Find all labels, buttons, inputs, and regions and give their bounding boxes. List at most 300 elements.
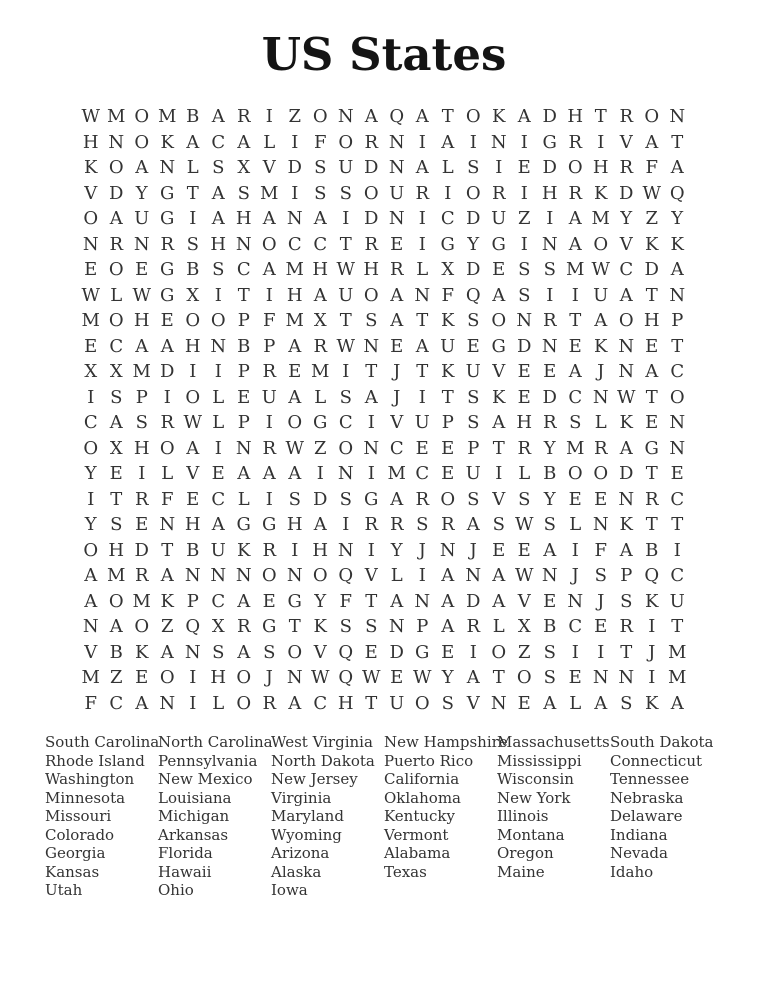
grid-letter: I: [316, 463, 324, 484]
grid-letter: A: [262, 463, 276, 484]
grid-letter: R: [415, 182, 430, 204]
word-list-column: [384, 733, 508, 881]
word-list-item: Puerto Rico: [384, 751, 474, 770]
grid-letter: S: [518, 284, 531, 306]
grid-letter: F: [645, 157, 658, 178]
grid-letter: S: [467, 310, 480, 331]
grid-letter: U: [593, 284, 609, 306]
grid-letter: N: [337, 539, 354, 561]
grid-letter: Y: [543, 488, 556, 510]
grid-letter: C: [313, 692, 328, 714]
grid-letter: A: [313, 284, 327, 306]
grid-letter: C: [211, 488, 226, 510]
grid-letter: I: [87, 386, 95, 408]
grid-letter: W: [514, 514, 534, 535]
word-list-item: Arkansas: [158, 825, 229, 844]
grid-letter: I: [265, 412, 273, 433]
grid-letter: E: [568, 488, 582, 510]
grid-letter: A: [364, 106, 378, 127]
grid-letter: A: [211, 514, 225, 535]
grid-letter: B: [645, 539, 659, 561]
grid-letter: P: [620, 565, 633, 586]
grid-letter: C: [236, 259, 251, 280]
grid-row: [78, 181, 690, 207]
grid-letter: S: [314, 182, 327, 204]
grid-letter: I: [189, 361, 197, 382]
grid-letter: U: [669, 590, 685, 612]
grid-letter: R: [466, 616, 481, 637]
grid-row: [78, 283, 690, 309]
grid-letter: E: [492, 259, 506, 280]
grid-letter: R: [262, 692, 277, 714]
grid-letter: N: [184, 565, 201, 586]
grid-letter: T: [339, 233, 352, 255]
grid-letter: S: [441, 692, 454, 714]
grid-letter: N: [541, 565, 558, 586]
grid-letter: T: [441, 386, 454, 408]
grid-letter: O: [465, 182, 481, 204]
grid-letter: A: [160, 565, 174, 586]
word-list-item: Pennsylvania: [158, 751, 258, 770]
grid-letter: E: [262, 590, 276, 612]
grid-letter: K: [135, 641, 149, 663]
grid-letter: P: [237, 361, 250, 382]
word-list-item: North Dakota: [271, 751, 375, 770]
grid-letter: A: [237, 463, 251, 484]
grid-letter: C: [287, 233, 302, 255]
grid-letter: A: [594, 310, 608, 331]
grid-letter: A: [415, 106, 429, 127]
grid-letter: E: [288, 361, 302, 382]
grid-letter: B: [186, 106, 200, 127]
grid-letter: I: [214, 361, 222, 382]
grid-letter: S: [339, 616, 352, 637]
grid-letter: Y: [467, 233, 480, 255]
grid-letter: N: [567, 590, 584, 612]
grid-letter: O: [236, 667, 252, 688]
grid-letter: I: [469, 641, 477, 663]
grid-letter: P: [237, 310, 250, 331]
grid-letter: R: [389, 259, 404, 280]
grid-letter: K: [441, 361, 455, 382]
grid-letter: E: [237, 386, 251, 408]
grid-letter: E: [568, 667, 582, 688]
grid-letter: G: [364, 488, 379, 510]
grid-letter: A: [288, 463, 302, 484]
grid-letter: H: [363, 259, 380, 280]
grid-letter: I: [418, 208, 426, 229]
grid-letter: D: [619, 182, 634, 204]
grid-letter: A: [466, 514, 480, 535]
grid-letter: N: [414, 590, 431, 612]
grid-letter: V: [466, 692, 480, 714]
grid-letter: E: [543, 590, 557, 612]
grid-letter: T: [441, 106, 454, 127]
grid-letter: E: [364, 641, 378, 663]
grid-letter: I: [469, 131, 477, 153]
grid-letter: S: [543, 514, 556, 535]
word-list-item: Indiana: [610, 825, 668, 844]
grid-letter: K: [160, 131, 174, 153]
grid-letter: L: [492, 616, 505, 637]
grid-letter: U: [261, 386, 277, 408]
grid-letter: N: [669, 284, 686, 306]
grid-letter: N: [669, 437, 686, 459]
word-list-item: New York: [497, 788, 571, 807]
grid-letter: S: [288, 488, 301, 510]
grid-letter: M: [591, 208, 610, 229]
grid-letter: A: [645, 131, 659, 153]
grid-letter: H: [312, 539, 329, 561]
grid-letter: H: [210, 667, 227, 688]
grid-letter: O: [159, 667, 175, 688]
grid-letter: A: [594, 692, 608, 714]
grid-letter: S: [365, 310, 378, 331]
grid-letter: A: [160, 335, 174, 357]
grid-letter: O: [516, 667, 532, 688]
grid-letter: R: [262, 437, 277, 459]
grid-letter: F: [161, 488, 174, 510]
grid-letter: I: [342, 361, 350, 382]
grid-letter: R: [542, 412, 557, 433]
grid-letter: S: [467, 488, 480, 510]
grid-letter: S: [543, 641, 556, 663]
word-list-item: Tennessee: [610, 770, 690, 788]
grid-letter: T: [671, 131, 684, 153]
grid-letter: A: [211, 106, 225, 127]
grid-letter: W: [285, 437, 304, 459]
grid-letter: A: [84, 565, 98, 586]
grid-letter: Y: [543, 437, 556, 459]
grid-letter: P: [671, 310, 684, 331]
grid-letter: M: [285, 259, 304, 280]
grid-letter: I: [265, 284, 273, 306]
grid-letter: R: [440, 514, 455, 535]
grid-letter: A: [492, 565, 506, 586]
word-list-item: Rhode Island: [45, 751, 145, 770]
word-list-item: Alabama: [384, 844, 451, 862]
word-list: [45, 733, 723, 900]
grid-letter: N: [669, 412, 686, 433]
grid-letter: O: [185, 386, 201, 408]
grid-letter: D: [364, 208, 379, 229]
grid-letter: P: [237, 412, 250, 433]
grid-letter: H: [286, 514, 303, 535]
word-list-item: Hawaii: [158, 862, 212, 881]
grid-letter: O: [83, 208, 99, 229]
grid-letter: F: [441, 284, 454, 306]
grid-letter: O: [312, 565, 328, 586]
grid-letter: I: [342, 514, 350, 535]
grid-row: [78, 308, 690, 334]
grid-letter: Y: [620, 208, 633, 229]
grid-letter: H: [541, 182, 558, 204]
word-list-item: Utah: [45, 881, 83, 899]
grid-letter: Z: [645, 208, 658, 229]
grid-letter: O: [465, 106, 481, 127]
grid-letter: E: [594, 488, 608, 510]
grid-letter: Y: [84, 463, 97, 484]
grid-letter: S: [467, 412, 480, 433]
grid-letter: F: [594, 539, 607, 561]
grid-letter: N: [210, 565, 227, 586]
word-list-item: South Carolina: [45, 733, 160, 751]
grid-letter: I: [418, 386, 426, 408]
grid-letter: P: [416, 616, 429, 637]
word-list-item: West Virginia: [271, 733, 373, 751]
grid-letter: I: [648, 616, 656, 637]
grid-letter: N: [388, 157, 405, 178]
grid-letter: E: [84, 335, 98, 357]
grid-letter: T: [161, 539, 174, 561]
grid-letter: C: [415, 463, 430, 484]
grid-letter: R: [593, 437, 608, 459]
grid-letter: A: [135, 335, 149, 357]
grid-letter: A: [568, 361, 582, 382]
grid-letter: T: [671, 514, 684, 535]
word-list-item: New Mexico: [158, 770, 253, 788]
grid-letter: I: [673, 539, 681, 561]
grid-letter: A: [492, 284, 506, 306]
grid-letter: O: [108, 259, 124, 280]
word-list-item: Minnesota: [45, 788, 126, 807]
grid-letter: E: [211, 463, 225, 484]
grid-letter: N: [465, 565, 482, 586]
grid-letter: C: [313, 233, 328, 255]
grid-letter: M: [107, 106, 126, 127]
grid-letter: M: [285, 310, 304, 331]
grid-letter: C: [619, 259, 634, 280]
grid-letter: T: [620, 641, 633, 663]
grid-letter: Q: [644, 565, 660, 586]
grid-letter: O: [338, 437, 354, 459]
grid-row: [78, 563, 690, 589]
grid-letter: Q: [185, 616, 201, 637]
grid-letter: M: [668, 641, 687, 663]
grid-letter: I: [418, 565, 426, 586]
word-list-item: Alaska: [271, 862, 322, 881]
grid-letter: Z: [288, 106, 301, 127]
grid-letter: G: [236, 514, 251, 535]
grid-letter: R: [160, 233, 175, 255]
grid-letter: E: [135, 667, 149, 688]
grid-letter: S: [518, 259, 531, 280]
grid-letter: R: [262, 539, 277, 561]
grid-letter: I: [87, 488, 95, 510]
grid-letter: W: [183, 412, 202, 433]
grid-letter: R: [160, 412, 175, 433]
grid-letter: H: [82, 131, 99, 153]
grid-letter: S: [110, 386, 123, 408]
grid-letter: O: [108, 590, 124, 612]
grid-letter: T: [645, 284, 658, 306]
grid-letter: I: [520, 131, 528, 153]
grid-letter: N: [108, 131, 125, 153]
grid-letter: E: [517, 692, 531, 714]
grid-letter: O: [287, 412, 303, 433]
grid-letter: I: [418, 131, 426, 153]
grid-letter: U: [465, 361, 481, 382]
grid-letter: A: [237, 641, 251, 663]
word-search-grid: [78, 104, 690, 716]
grid-letter: R: [364, 233, 379, 255]
grid-letter: O: [567, 463, 583, 484]
grid-letter: G: [491, 233, 506, 255]
grid-letter: O: [134, 131, 150, 153]
grid-letter: P: [467, 437, 480, 459]
word-list-item: Kansas: [45, 862, 100, 881]
grid-letter: A: [517, 106, 531, 127]
grid-letter: R: [109, 233, 124, 255]
grid-row: [78, 104, 690, 130]
grid-letter: D: [517, 335, 532, 357]
grid-letter: N: [490, 692, 507, 714]
grid-letter: E: [415, 437, 429, 459]
grid-letter: A: [390, 488, 404, 510]
grid-letter: S: [339, 386, 352, 408]
grid-row: [78, 640, 690, 666]
grid-letter: U: [389, 182, 405, 204]
grid-letter: X: [211, 616, 225, 637]
grid-letter: A: [543, 539, 557, 561]
grid-letter: P: [135, 386, 148, 408]
grid-letter: J: [265, 667, 273, 688]
grid-letter: Q: [389, 106, 405, 127]
grid-letter: T: [645, 463, 658, 484]
grid-letter: M: [107, 565, 126, 586]
grid-letter: P: [441, 412, 454, 433]
grid-letter: C: [670, 565, 685, 586]
grid-letter: A: [288, 386, 302, 408]
grid-letter: W: [642, 182, 661, 204]
grid-letter: I: [571, 539, 579, 561]
grid-letter: T: [237, 284, 250, 306]
grid-row: [78, 461, 690, 487]
grid-letter: E: [594, 616, 608, 637]
grid-letter: J: [571, 565, 579, 586]
grid-letter: D: [160, 361, 175, 382]
grid-letter: W: [616, 386, 636, 408]
grid-letter: W: [310, 667, 330, 688]
grid-letter: G: [262, 616, 277, 637]
grid-letter: X: [237, 157, 251, 178]
grid-letter: D: [313, 488, 328, 510]
grid-letter: C: [338, 412, 353, 433]
word-list-item: Louisiana: [158, 788, 232, 807]
grid-letter: A: [109, 412, 123, 433]
grid-row: [78, 334, 690, 360]
grid-row: [78, 436, 690, 462]
grid-letter: N: [337, 106, 354, 127]
grid-letter: H: [567, 106, 584, 127]
grid-letter: F: [339, 590, 352, 612]
grid-letter: A: [390, 284, 404, 306]
grid-letter: O: [491, 310, 507, 331]
grid-letter: L: [110, 284, 123, 306]
word-list-item: Michigan: [158, 807, 230, 825]
grid-row: [78, 130, 690, 156]
grid-letter: A: [441, 565, 455, 586]
grid-letter: J: [648, 641, 656, 663]
grid-letter: O: [618, 310, 634, 331]
grid-letter: P: [186, 590, 199, 612]
grid-letter: A: [390, 310, 404, 331]
grid-letter: I: [342, 208, 350, 229]
grid-letter: L: [569, 692, 582, 714]
grid-letter: O: [363, 182, 379, 204]
grid-letter: V: [84, 641, 98, 663]
grid-letter: S: [620, 590, 633, 612]
grid-letter: V: [492, 488, 506, 510]
grid-letter: N: [159, 692, 176, 714]
grid-letter: L: [237, 488, 250, 510]
grid-letter: T: [569, 310, 582, 331]
grid-letter: C: [389, 437, 404, 459]
grid-letter: N: [235, 437, 252, 459]
grid-letter: U: [210, 539, 226, 561]
grid-letter: E: [186, 488, 200, 510]
grid-letter: O: [83, 437, 99, 459]
grid-letter: C: [109, 335, 124, 357]
grid-letter: R: [364, 514, 379, 535]
grid-letter: M: [668, 667, 687, 688]
grid-letter: L: [416, 259, 429, 280]
grid-letter: O: [159, 437, 175, 459]
word-list-item: Maine: [497, 862, 545, 881]
grid-letter: K: [237, 539, 251, 561]
grid-letter: L: [161, 463, 174, 484]
grid-letter: N: [286, 208, 303, 229]
word-list-column: [497, 733, 610, 881]
word-list-column: [271, 733, 384, 900]
grid-letter: T: [645, 514, 658, 535]
word-list-item: South Dakota: [610, 733, 714, 751]
grid-letter: M: [132, 361, 151, 382]
grid-letter: I: [265, 106, 273, 127]
grid-letter: O: [363, 284, 379, 306]
word-list-item: Illinois: [497, 807, 549, 825]
grid-letter: A: [109, 616, 123, 637]
grid-letter: S: [467, 386, 480, 408]
grid-letter: A: [670, 259, 684, 280]
grid-letter: N: [184, 641, 201, 663]
grid-letter: G: [644, 437, 659, 459]
grid-letter: A: [135, 157, 149, 178]
grid-letter: M: [132, 590, 151, 612]
grid-letter: K: [160, 590, 174, 612]
grid-letter: W: [361, 667, 381, 688]
grid-letter: R: [134, 565, 149, 586]
grid-letter: K: [84, 157, 98, 178]
word-list-column: [610, 733, 723, 881]
grid-letter: I: [597, 131, 605, 153]
grid-letter: D: [389, 641, 404, 663]
grid-letter: I: [571, 641, 579, 663]
grid-letter: V: [390, 412, 404, 433]
grid-letter: E: [441, 463, 455, 484]
grid-letter: V: [619, 131, 633, 153]
grid-letter: H: [210, 233, 227, 255]
grid-letter: P: [263, 335, 276, 357]
grid-letter: S: [543, 259, 556, 280]
grid-letter: R: [619, 157, 634, 178]
grid-letter: K: [492, 106, 506, 127]
grid-letter: I: [597, 641, 605, 663]
grid-letter: L: [314, 386, 327, 408]
grid-letter: M: [311, 361, 330, 382]
grid-letter: T: [416, 310, 429, 331]
grid-letter: A: [415, 335, 429, 357]
